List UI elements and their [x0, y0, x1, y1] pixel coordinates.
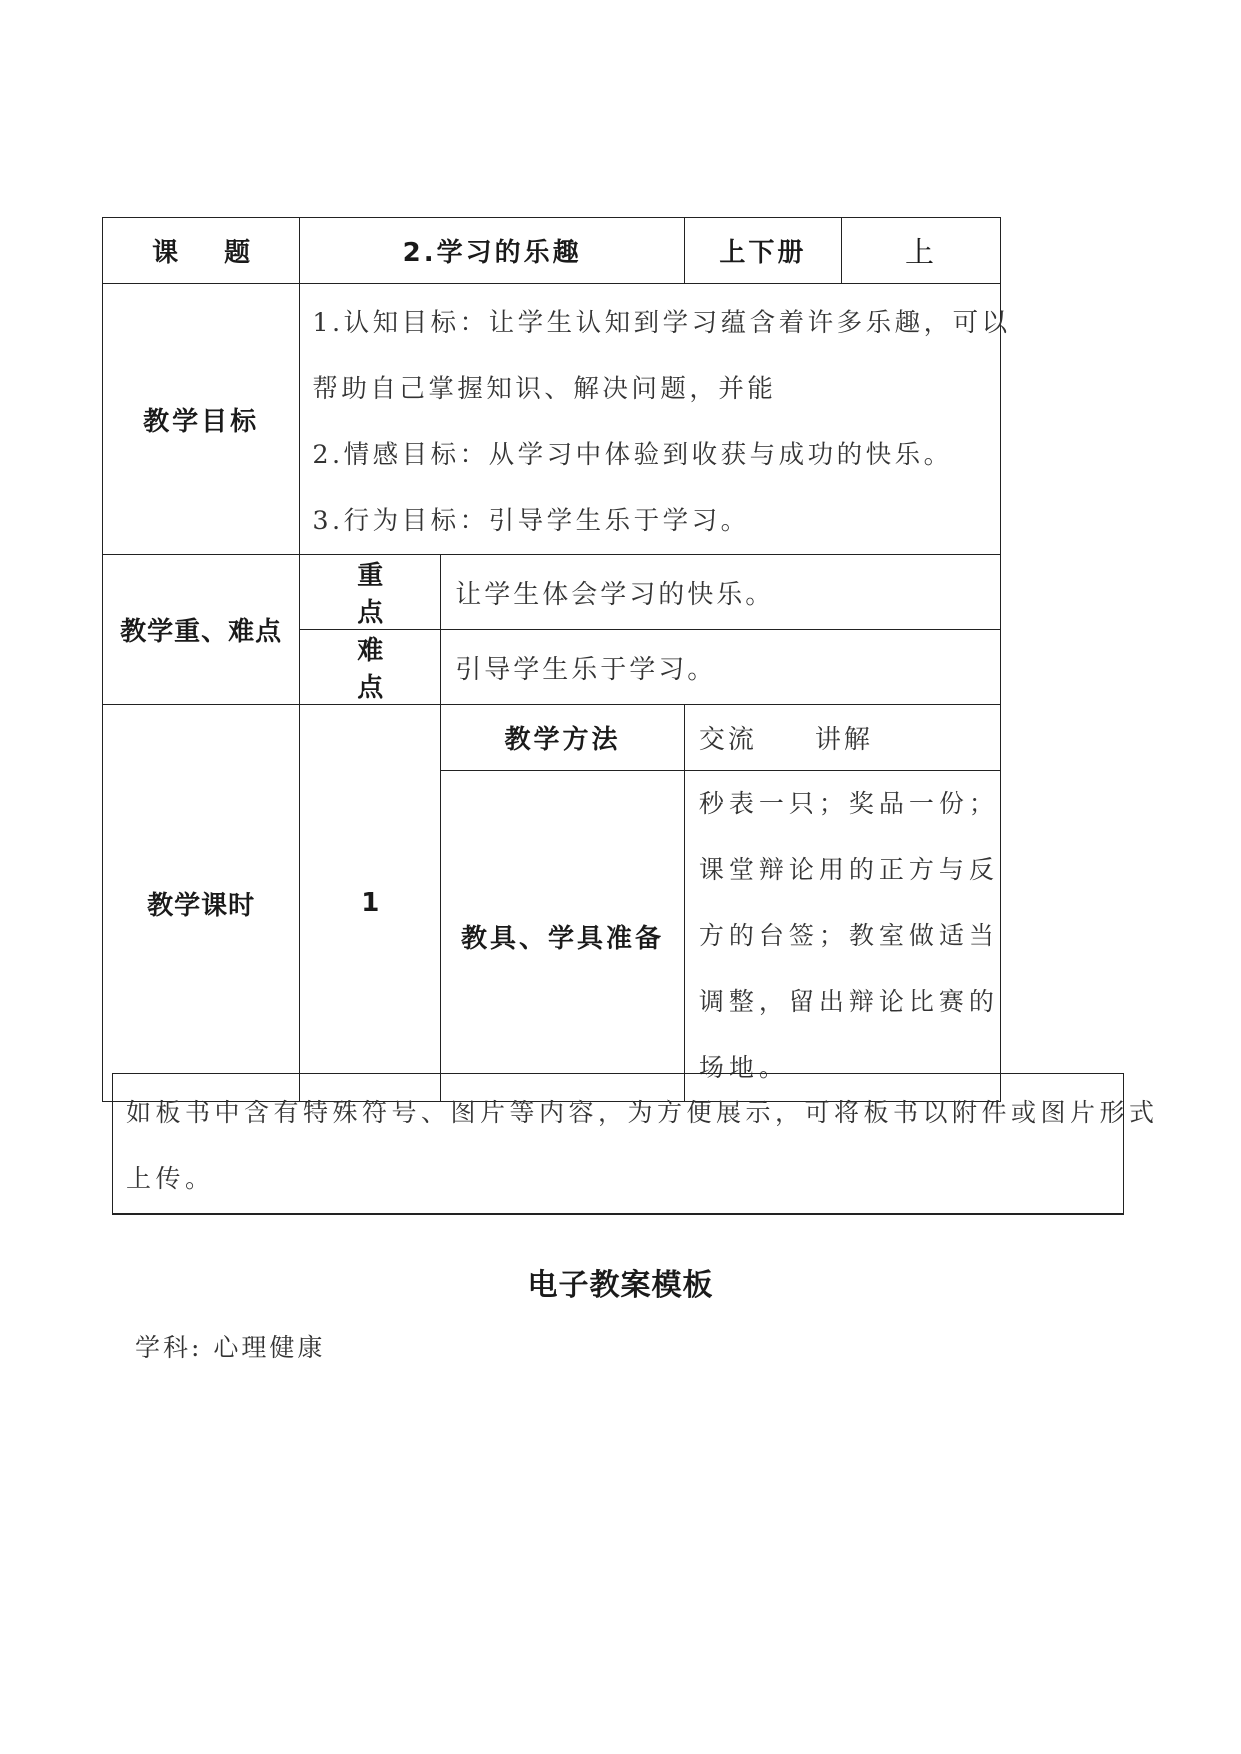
hours-label: 教学课时: [103, 705, 300, 1102]
prep-line: 场地。: [698, 1053, 789, 1082]
prep-label: 教具、学具准备: [441, 771, 685, 1102]
keypoints-label: 教学重、难点: [103, 555, 300, 705]
volume-value: 上: [841, 218, 1000, 284]
goal-line: 帮助自己掌握知识、解决问题，并能: [312, 374, 777, 404]
hours-value: 1: [300, 705, 441, 1102]
board-note-line: 如板书中含有特殊符号、图片等内容，为方便展示，可将板书以附件或图片形式: [126, 1098, 1159, 1127]
volume-label: 上下册: [684, 218, 841, 284]
goals-label: 教学目标: [103, 284, 300, 555]
topic-value: 2.学习的乐趣: [300, 218, 685, 284]
topic-label: 课题: [103, 218, 300, 284]
difficult-value: 引导学生乐于学习。: [441, 630, 1001, 705]
goal-line: 3.行为目标：引导学生乐于学习。: [312, 506, 750, 536]
method-value: 交流 讲解: [684, 705, 1000, 771]
prep-line: 调整，留出辩论比赛的: [698, 987, 999, 1016]
difficult-label: 难点: [300, 630, 441, 705]
template-title: 电子教案模板: [527, 1268, 714, 1303]
goal-line: 2.情感目标：从学习中体验到收获与成功的快乐。: [312, 440, 953, 470]
lesson-plan-table: [102, 217, 1011, 1102]
board-note-line: 上传。: [126, 1164, 215, 1193]
key-value: 让学生体会学习的快乐。: [441, 555, 1001, 630]
prep-line: 方的台签；教室做适当: [698, 921, 999, 950]
goals-list: [300, 284, 1011, 555]
method-label: 教学方法: [441, 705, 685, 771]
goal-line: 1.认知目标：让学生认知到学习蕴含着许多乐趣，可以: [312, 308, 1011, 338]
subject-line: 学科: 心理健康: [135, 1333, 326, 1362]
prep-line: 秒表一只；奖品一份；: [698, 789, 999, 818]
prep-list: [684, 771, 1000, 1102]
prep-line: 课堂辩论用的正方与反: [698, 855, 999, 884]
board-note-box: [112, 1073, 1159, 1215]
key-label: 重点: [300, 555, 441, 630]
